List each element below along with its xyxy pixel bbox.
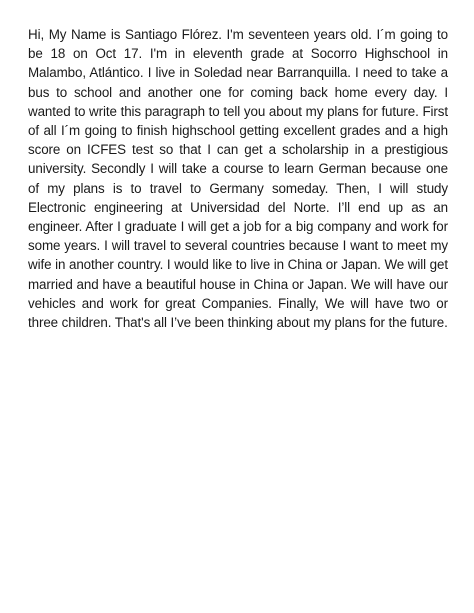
- body-paragraph: Hi, My Name is Santiago Flórez. I'm seventeen years old. I´m going to be 18 on Oct 17. I'm in eleventh grade at Socorro Highschool in Malambo, Atlántico. I live in Soledad near Barranquilla. I need to take a bus to school and another one for coming back home every day. I wanted to write this paragraph to tell you about my plans for future. First of all I´m going to finish highschool getting excellent grades and a high score on ICFES test so that I can get a scholarship in a prestigious university. Secondly I will take a course to learn German because one of my plans is to travel to Germany someday. Then, I will study Electronic engineering at Universidad del Norte. I’ll end up as an engineer. After I graduate I will get a job for a big company and work for some years. I will travel to several countries because I want to meet my wife in another country. I would like to live in China or Japan. We will get married and have a beautiful house in China or Japan. We will have our vehicles and work for great Companies. Finally, We will have two or three children. That's all I’ve been thinking about my plans for the future.: [28, 27, 448, 331]
